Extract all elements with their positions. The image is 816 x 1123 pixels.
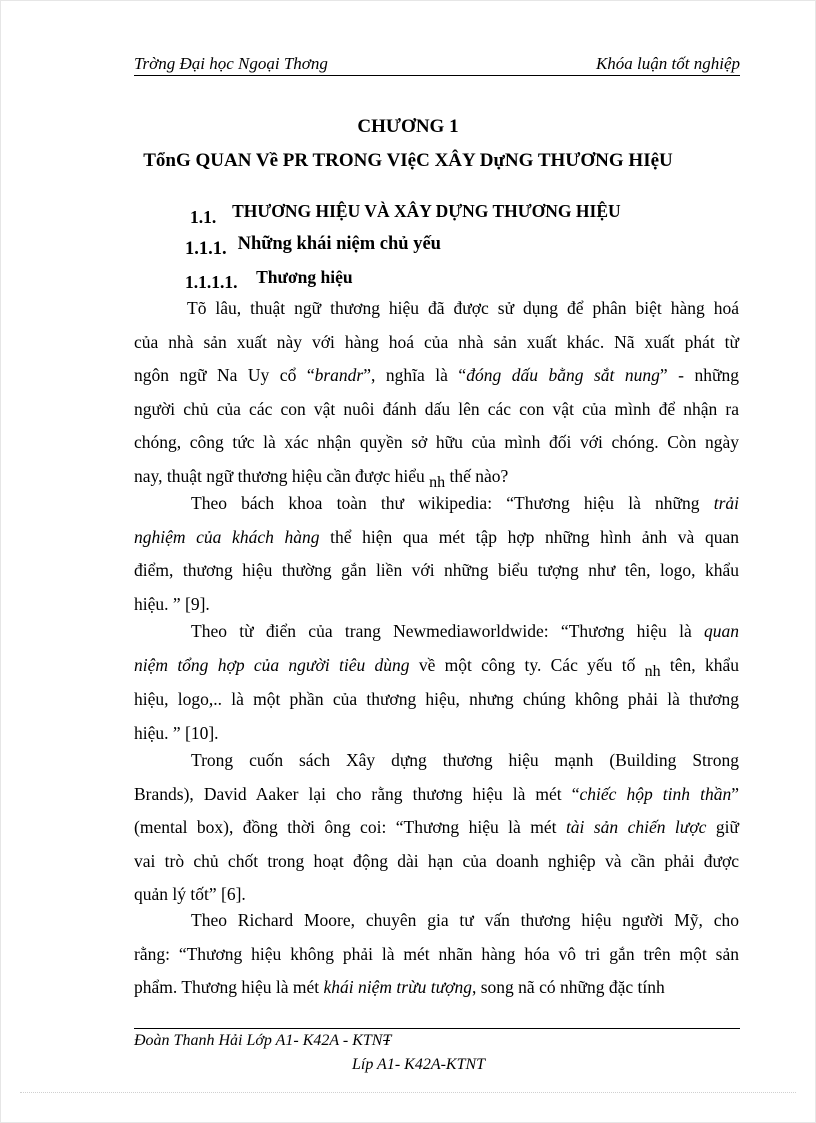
text-line: Theo từ điển của trang Newmediaworldwide: “Thương hiệu là quan — [191, 621, 739, 641]
text-line: (mental box), đồng thời ông coi: “Thương hiệu là mét tài sản chiến lược giữ — [134, 817, 739, 838]
footer-author: Đoàn Thanh Hải Lớp A1- K42A - KTNT — [134, 1032, 392, 1049]
section-title: THƯƠNG HIỆU VÀ XÂY DỰNG THƯƠNG HIỆU — [232, 201, 621, 221]
text-line: người chủ của các con vật nuôi đánh dấu lên các con vật của mình để nhận ra — [134, 398, 739, 419]
text-line: niệm tổng hợp của người tiêu dùng về một công ty. Các yếu tố nh tên, khẩu — [134, 654, 739, 680]
footer-rule — [134, 1028, 740, 1029]
header-thesis: Khóa luận tốt nghiệp — [595, 54, 740, 73]
page-header — [134, 53, 740, 76]
header-school: Trờng Đại học Ngoại Thơng — [134, 54, 328, 73]
paragraph-5 — [134, 904, 739, 1005]
text-line: hiệu, logo,.. là một phần của thương hiệu, nhưng chúng không phải là thương — [134, 689, 739, 710]
section-number: 1.1.1. — [185, 239, 227, 259]
section-number: 1.1.1.1. — [185, 272, 238, 292]
chapter-number: CHƯƠNG 1 — [357, 116, 459, 137]
section-title: Thương hiệu — [256, 267, 353, 287]
text-line: Trong cuốn sách Xây dựng thương hiệu mạnh (Building Strong — [191, 750, 739, 770]
paragraph-1 — [134, 292, 739, 495]
text-line: hiệu. ” [10]. — [134, 722, 219, 743]
chapter-title: TổnG QUAN Về PR TRONG VIệC XÂY DựNG THƯƠNG HIệU — [143, 150, 673, 171]
paragraph-4 — [134, 744, 739, 912]
text-line: điểm, thương hiệu thường gắn liền với những biểu tượng như tên, logo, khẩu — [134, 560, 739, 581]
text-line: Theo bách khoa toàn thư wikipedia: “Thương hiệu là những trải — [191, 493, 739, 513]
text-line: nghiệm của khách hàng thể hiện qua mét tập hợp những hình ảnh và quan — [134, 526, 739, 547]
text-line: phẩm. Thương hiệu là mét khái niệm trừu tượng, song nã có những đặc tính — [134, 977, 665, 998]
paragraph-3 — [134, 615, 739, 750]
section-heading-1-1 — [190, 201, 621, 227]
paragraph-2 — [134, 487, 739, 621]
page-bottom-dotted-rule — [20, 1092, 796, 1093]
text-line: Theo Richard Moore, chuyên gia tư vấn thương hiệu người Mỹ, cho — [191, 910, 739, 930]
text-line: nay, thuật ngữ thương hiệu cần được hiểu nh thế nào? — [134, 465, 509, 491]
text-line: của nhà sản xuất này với hàng hoá của nhà sản xuất khác. Nã xuất phát từ — [134, 331, 739, 352]
footer-class: Líp A1- K42A-KTNT — [352, 1056, 486, 1073]
section-heading-1-1-1-1 — [185, 267, 353, 292]
text-line: ngôn ngữ Na Uy cổ “brandr”, nghĩa là “đóng dấu bằng sắt nung” - những — [134, 365, 739, 386]
text-line: chóng, công tức là xác nhận quyền sở hữu của mình đối với chóng. Còn ngày — [134, 432, 739, 453]
section-heading-1-1-1 — [185, 234, 441, 259]
section-title: Những khái niệm chủ yếu — [237, 234, 441, 254]
text-line: rằng: “Thương hiệu không phải là mét nhãn hàng hóa vô tri gắn trên một sản — [134, 943, 739, 964]
text-line: quản lý tốt” [6]. — [134, 884, 246, 905]
text-line: hiệu. ” [9]. — [134, 593, 210, 614]
text-line: Brands), David Aaker lại cho rằng thương hiệu là mét “chiếc hộp tinh thần” — [134, 783, 739, 804]
section-number: 1.1. — [190, 207, 217, 227]
text-line: Tõ lâu, thuật ngữ thương hiệu đã được sử dụng để phân biệt hàng hoá — [187, 298, 739, 318]
text-line: vai trò chủ chốt trong hoạt động dài hạn của doanh nghiệp và cần phải được — [134, 850, 739, 871]
